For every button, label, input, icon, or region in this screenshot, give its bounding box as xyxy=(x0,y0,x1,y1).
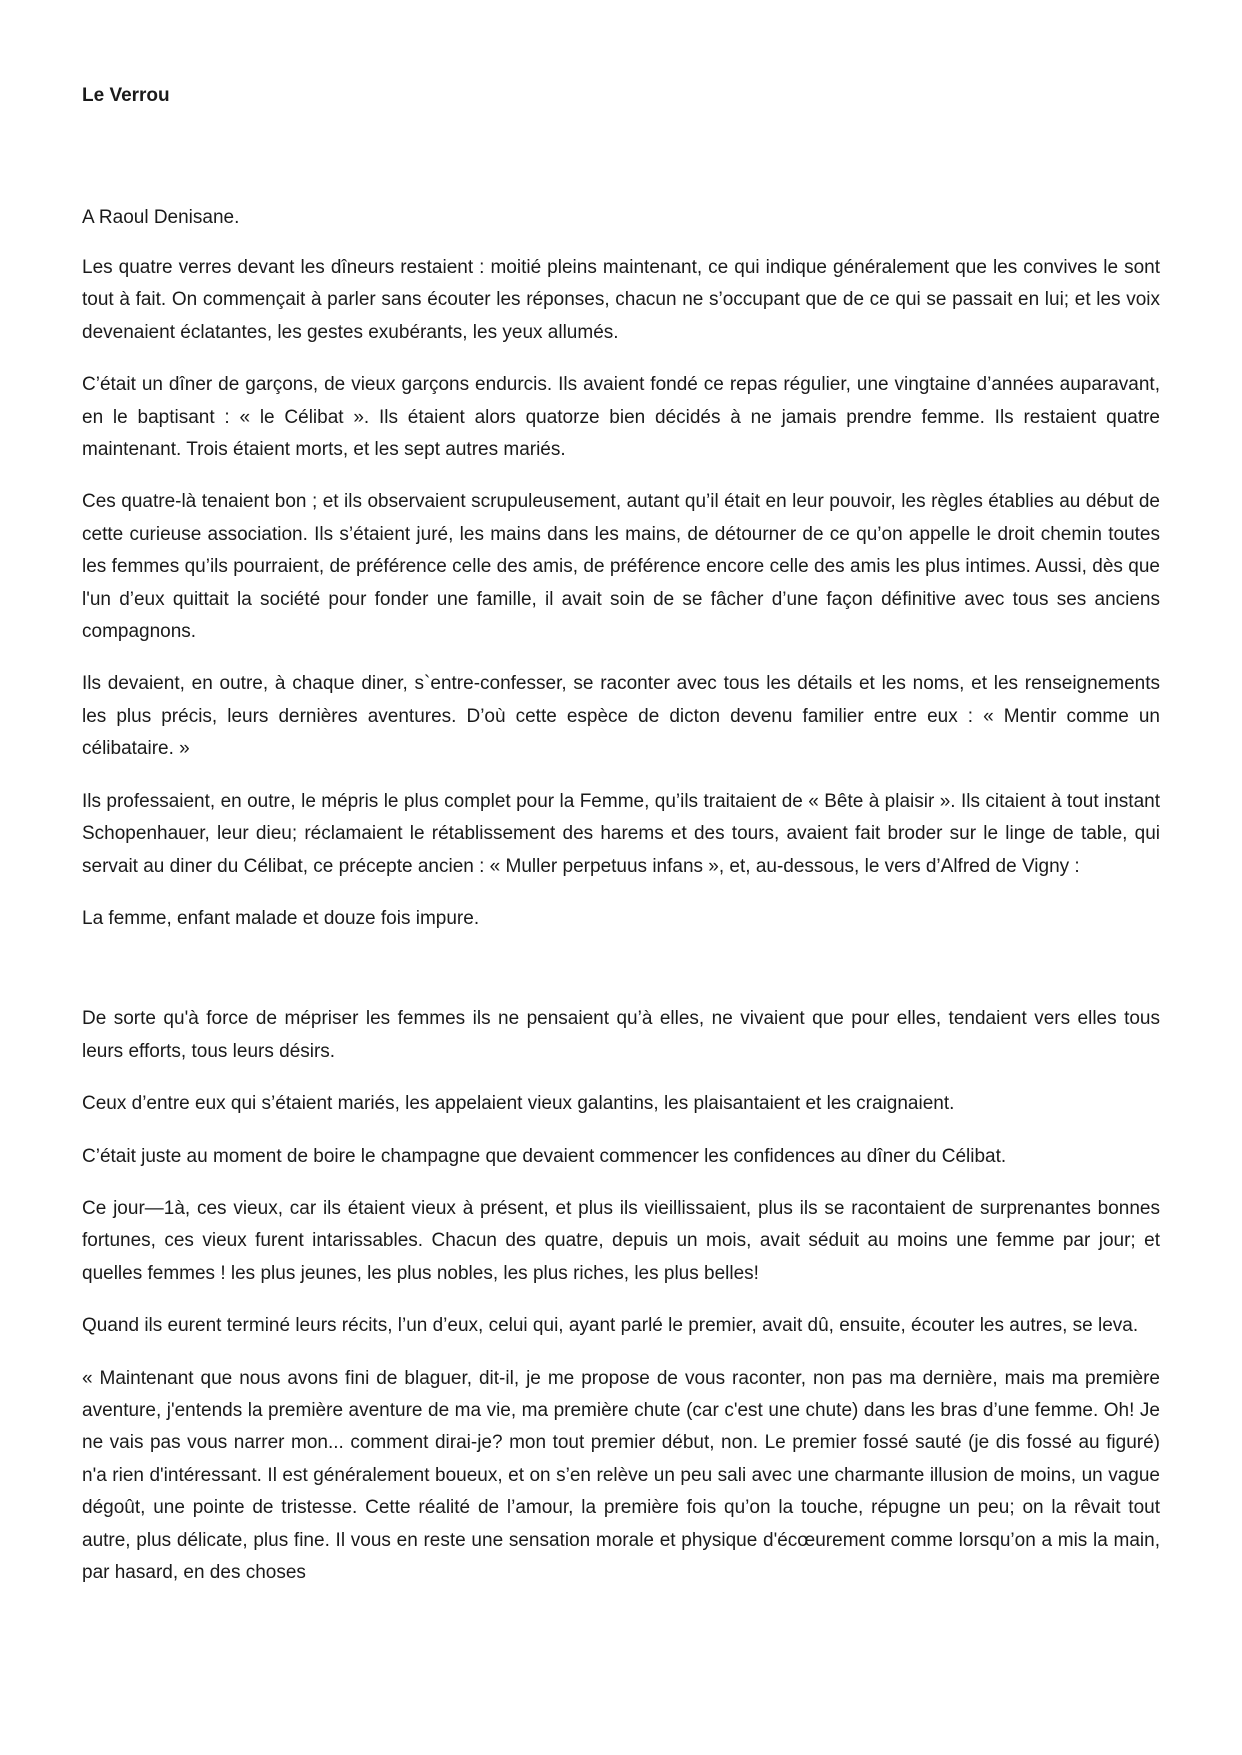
paragraph: De sorte qu'à force de mépriser les femmes ils ne pensaient qu’à elles, ne vivaient que pour elles, tendaient vers elles tous leurs efforts, tous leurs désirs. xyxy=(82,1008,1160,1062)
paragraph: C’était juste au moment de boire le champagne que devaient commencer les confidences au dîner du Célibat. xyxy=(82,1145,1007,1167)
paragraph: Ce jour—1à, ces vieux, car ils étaient vieux à présent, et plus ils vieillissaient, plus ils se racontaient de surprenantes bonnes fortunes, ces vieux furent intarissables. Chacun des quatre, depuis un mois, avait séduit au moins une femme par jour; et quelles femmes ! les plus jeunes, les plus nobles, les plus riches, les plus belles! xyxy=(82,1197,1160,1284)
paragraph: Quand ils eurent terminé leurs récits, l’un d’eux, celui qui, ayant parlé le premier, avait dû, ensuite, écouter les autres, se leva. xyxy=(82,1315,1139,1337)
paragraph: Les quatre verres devant les dîneurs restaient : moitié pleins maintenant, ce qui indique généralement que les convives le sont tout à fait. On commençait à parler sans écouter les réponses, chacun ne s’occupant que de ce qui se passait en lui; et les voix devenaient éclatantes, les gestes exubérants, les yeux allumés. xyxy=(82,257,1160,343)
paragraph: C’était un dîner de garçons, de vieux garçons endurcis. Ils avaient fondé ce repas régulier, une vingtaine d’années auparavant, en le baptisant : « le Célibat ». Ils étaient alors quatorze bien décidés à ne jamais prendre femme. Ils restaient quatre maintenant. Trois étaient morts, et les sept autres mariés. xyxy=(82,374,1160,461)
paragraph: Ces quatre-là tenaient bon ; et ils observaient scrupuleusement, autant qu’il était en leur pouvoir, les règles établies au début de cette curieuse association. Ils s’étaient juré, les mains dans les mains, de détourner de ce qu’on appelle le droit chemin toutes les femmes qu’ils pourraient, de préférence celle des amis, de préférence encore celle des amis les plus intimes. Aussi, dès que l'un d’eux quittait la société pour fonder une famille, il avait soin de se fâcher d’une façon définitive avec tous ses anciens compagnons. xyxy=(82,491,1160,643)
paragraph: Ils professaient, en outre, le mépris le plus complet pour la Femme, qu’ils traitaient de « Bête à plaisir ». Ils citaient à tout instant Schopenhauer, leur dieu; réclamaient le rétablissement des harems et des tours, avaient fait broder sur le linge de table, qui servait au diner du Célibat, ce précepte ancien : « Muller perpetuus infans », et, au-dessous, le vers d’Alfred de Vigny : xyxy=(82,790,1160,877)
paragraph: Ceux d’entre eux qui s’étaient mariés, les appelaient vieux galantins, les plaisantaient et les craignaient. xyxy=(82,1093,955,1115)
paragraph: Ils devaient, en outre, à chaque diner, s`entre-confesser, se raconter avec tous les détails et les noms, et les renseignements les plus précis, leurs dernières aventures. D’où cette espèce de dicton devenu familier entre eux : « Mentir comme un célibataire. » xyxy=(82,673,1160,760)
verse-quote: La femme, enfant malade et douze fois impure. xyxy=(82,907,480,929)
dedication: A Raoul Denisane. xyxy=(82,207,240,228)
document-body xyxy=(82,82,1160,1589)
paragraph: « Maintenant que nous avons fini de blaguer, dit-il, je me propose de vous raconter, non pas ma dernière, mais ma première aventure, j'entends la première aventure de ma vie, ma première chute (car c'est une chute) dans les bras d’une femme. Oh! Je ne vais pas vous narrer mon... comment dirai-je? mon tout premier début, non. Le premier fossé sauté (je dis fossé au figuré) n'a rien d'intéressant. Il est généralement boueux, et on s’en relève un peu sali avec une charmante illusion de moins, un vague dégoût, une pointe de tristesse. Cette réalité de l’amour, la première fois qu’on la touche, répugne un peu; on la rêvait tout autre, plus délicate, plus fine. Il vous en reste une sensation morale et physique d'écœurement comme lorsqu’on a mis la main, par hasard, en des choses xyxy=(82,1367,1160,1583)
document-title: Le Verrou xyxy=(82,85,170,106)
